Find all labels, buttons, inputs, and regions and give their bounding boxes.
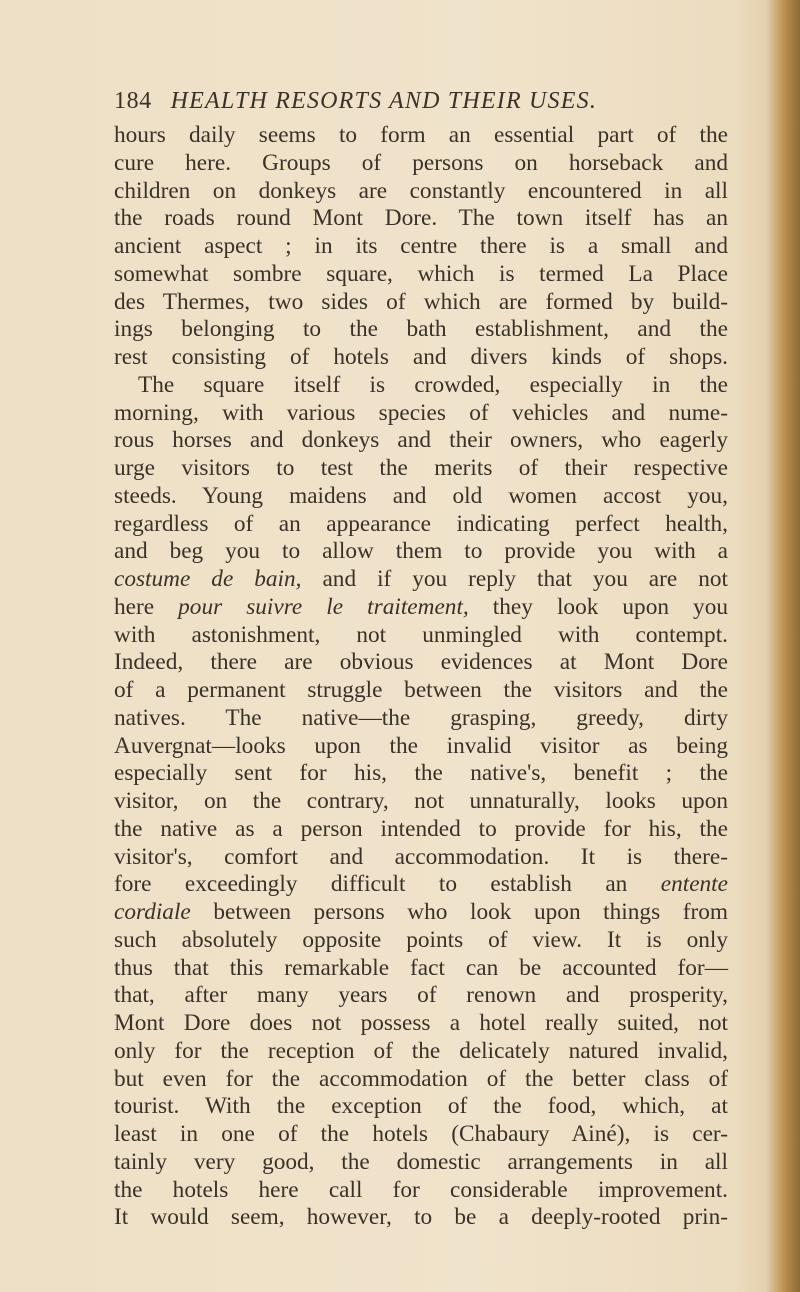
text-line: the roads round Mont Dore. The town itself has an bbox=[114, 205, 728, 232]
text-line: visitor, on the contrary, not unnaturally, looks upon bbox=[114, 788, 728, 814]
text-segment: and if you reply that you are not bbox=[301, 566, 728, 592]
text-line: It would seem, however, to be a deeply-rooted prin- bbox=[114, 1204, 728, 1231]
page-number: 184 bbox=[114, 88, 152, 114]
text-line: The square itself is crowded, especially in the bbox=[138, 371, 728, 398]
italic-phrase: entente bbox=[660, 871, 728, 898]
body-text bbox=[114, 122, 728, 1232]
text-line: the native as a person intended to provide for his, the bbox=[114, 815, 728, 842]
text-line: thus that this remarkable fact can be accounted for— bbox=[114, 954, 728, 981]
text-line: tainly very good, the domestic arrangements in all bbox=[114, 1148, 728, 1175]
text-line: the hotels here call for considerable improvement. bbox=[114, 1176, 728, 1203]
text-segment: here bbox=[114, 593, 179, 620]
text-line: tourist. With the exception of the food, which, at bbox=[114, 1093, 728, 1120]
italic-phrase: costume de bain, bbox=[114, 566, 302, 592]
text-line: hours daily seems to form an essential part of the bbox=[114, 122, 728, 148]
italic-phrase: pour suivre le traitement, bbox=[178, 593, 469, 620]
text-line: somewhat sombre square, which is termed La Place bbox=[114, 260, 728, 287]
text-line: Auvergnat—looks upon the invalid visitor as being bbox=[114, 732, 728, 759]
text-line: cure here. Groups of persons on horseback and bbox=[114, 149, 728, 176]
text-line bbox=[114, 899, 728, 927]
text-line bbox=[114, 566, 728, 594]
text-line: rest consisting of hotels and divers kinds of shops. bbox=[114, 344, 728, 370]
text-line: Mont Dore does not possess a hotel really suited, not bbox=[114, 1010, 728, 1036]
text-line: only for the reception of the delicately natured invalid, bbox=[114, 1037, 728, 1064]
text-line: urge visitors to test the merits of their respective bbox=[114, 455, 728, 481]
text-line: that, after many years of renown and prosperity, bbox=[114, 982, 728, 1009]
text-line: such absolutely opposite points of view. It is only bbox=[114, 926, 728, 953]
text-line: morning, with various species of vehicles and nume- bbox=[114, 399, 728, 426]
text-segment: they look upon you bbox=[468, 593, 728, 620]
text-line: ancient aspect ; in its centre there is a small and bbox=[114, 233, 728, 259]
text-line: but even for the accommodation of the better class of bbox=[114, 1065, 728, 1092]
text-line: of a permanent struggle between the visitors and the bbox=[114, 677, 728, 703]
text-line: natives. The native—the grasping, greedy, dirty bbox=[114, 704, 728, 731]
text-line: children on donkeys are constantly encountered in all bbox=[114, 177, 728, 204]
text-line: ings belonging to the bath establishment, and the bbox=[114, 316, 728, 343]
text-line: steeds. Young maidens and old women accost you, bbox=[114, 482, 728, 509]
text-line: visitor's, comfort and accommodation. It is there- bbox=[114, 843, 728, 870]
page-binding-edge bbox=[766, 0, 800, 1292]
text-line: regardless of an appearance indicating perfect health, bbox=[114, 510, 728, 537]
text-line: rous horses and donkeys and their owners, who eagerly bbox=[114, 427, 728, 454]
text-line: des Thermes, two sides of which are formed by build- bbox=[114, 288, 728, 315]
running-title: HEALTH RESORTS AND THEIR USES. bbox=[170, 88, 598, 114]
text-line bbox=[114, 594, 728, 622]
text-segment: fore exceedingly difficult to establish an bbox=[114, 871, 661, 898]
text-line: and beg you to allow them to provide you with a bbox=[114, 538, 728, 565]
page-header bbox=[114, 84, 714, 118]
text-line: Indeed, there are obvious evidences at Mont Dore bbox=[114, 649, 728, 676]
text-line: especially sent for his, the native's, benefit ; the bbox=[114, 760, 728, 787]
text-line: least in one of the hotels (Chabaury Ainé), is cer- bbox=[114, 1121, 728, 1147]
text-line: with astonishment, not unmingled with contempt. bbox=[114, 621, 728, 648]
text-line bbox=[114, 871, 728, 899]
text-segment: between persons who look upon things from bbox=[190, 899, 728, 925]
italic-phrase: cordiale bbox=[114, 899, 191, 925]
